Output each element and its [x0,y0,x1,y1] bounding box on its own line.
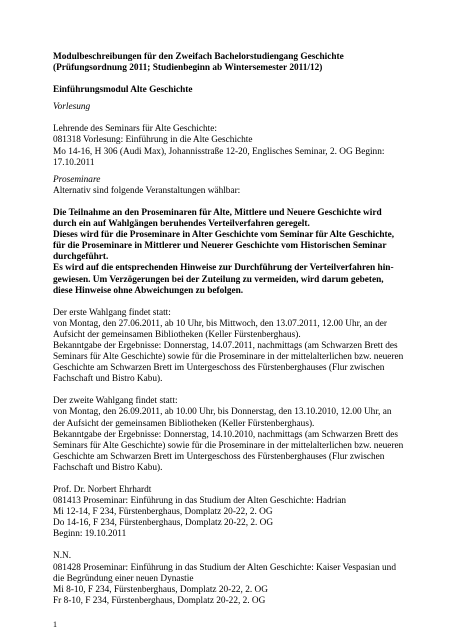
wahlgang1-line: Der erste Wahlgang findet statt: [53,307,171,318]
notice-line: Dieses wird für die Proseminare in Alter Geschichte vom Seminar für Alte Geschichte, [53,230,395,241]
notice-line: Die Teilnahme an den Proseminaren für Alte, Mittlere und Neuere Geschichte wird [53,207,382,218]
course1-teacher: Prof. Dr. Norbert Ehrhardt [53,485,152,495]
wahlgang2-line: Bekanntgabe der Ergebnisse: Donnerstag, 14.10.2010, nachmittags (am Schwarzen Brett des [53,429,399,440]
lecture-teachers: Lehrende des Seminars für Alte Geschichte: [53,124,217,135]
wahlgang2-line: Geschichte am Schwarzen Brett im Untergeschoss des Fürstenberghauses (Flur zwischen [53,451,385,462]
course1-line: Beginn: 19.10.2011 [53,529,127,540]
module-title: Einführungsmodul Alte Geschichte [53,85,193,96]
course2-line: Mi 8-10, F 234, Fürstenberghaus, Domplatz 20-22, 2. OG [53,584,268,595]
wahlgang1-line: Seminars für Alte Geschichte) sowie für die Proseminare in der mittelalterlichen bzw. neueren [53,352,404,363]
course2-line: die Begründung einer neuen Dynastie [53,573,194,584]
document-title-line-2: (Prüfungsordnung 2011; Studienbeginn ab Wintersemester 2011/12) [53,63,323,74]
wahlgang1-line: Bekanntgabe der Ergebnisse: Donnerstag, 14.07.2011, nachmittags (am Schwarzen Brett des [53,340,398,351]
notice-line: durch ein auf Wahlgängen beruhendes Verteilverfahren geregelt. [53,219,310,230]
lecture-heading: Vorlesung [53,102,91,113]
course2-line: Fr 8-10, F 234, Fürstenberghaus, Domplatz 20-22, 2. OG [53,595,266,606]
course2-line: 081428 Proseminar: Einführung in das Studium der Alten Geschichte: Kaiser Vespasian und [53,562,396,573]
document-title-line-1: Modulbeschreibungen für den Zweifach Bachelorstudiengang Geschichte [53,52,344,62]
wahlgang2-line: Seminars für Alte Geschichte) sowie für die Proseminare in der mittelalterlichen bzw. neueren [53,440,404,451]
wahlgang2-line: von Montag, den 26.09.2011, ab 10.00 Uhr, bis Donnerstag, den 13.10.2010, 12.00 Uhr, an [53,407,392,418]
course1-line: Mi 12-14, F 234, Fürstenberghaus, Domplatz 20-22, 2. OG [53,507,273,518]
proseminare-heading: Proseminare [53,174,101,185]
wahlgang1-line: Geschichte am Schwarzen Brett im Untergeschoss des Fürstenberghauses (Flur zwischen [53,363,385,374]
lecture-schedule: Mo 14-16, H 306 (Audi Max), Johannisstraße 12-20, Englisches Seminar, 2. OG Beginn: [53,146,385,157]
page-number: 1 [53,620,57,629]
course2-teacher: N.N. [53,551,72,562]
wahlgang1-line: Aufsicht der gemeinsamen Bibliotheken (Keller Fürstenberghaus). [53,329,301,340]
wahlgang1-line: von Montag, den 27.06.2011, ab 10 Uhr, bis Mittwoch, den 13.07.2011, 12.00 Uhr, an der [53,318,387,329]
wahlgang2-line: Fachschaft und Bistro Kabu). [53,462,163,473]
lecture-start-date: 17.10.2011 [53,157,95,168]
wahlgang2-line: Der zweite Wahlgang findet statt: [53,396,178,407]
wahlgang1-line: Fachschaft und Bistro Kabu). [53,374,163,385]
document-page [53,52,413,607]
notice-line: für die Proseminare in Mittlerer und Neuerer Geschichte vom Historischen Seminar [53,241,387,252]
notice-line: durchgeführt. [53,252,109,263]
lecture-course-title: 081318 Vorlesung: Einführung in die Alte Geschichte [53,135,253,146]
notice-line: diese Hinweise ohne Abweichungen zu befolgen. [53,285,244,296]
notice-line: gewiesen. Um Verzögerungen bei der Zuteilung zu vermeiden, wird darum gebeten, [53,274,384,285]
wahlgang2-line: der Aufsicht der gemeinsamen Bibliotheken (Keller Fürstenberghaus). [53,418,315,429]
notice-line: Es wird auf die entsprechenden Hinweise zur Durchführung der Verteilverfahren hin- [53,263,394,274]
course1-line: 081413 Proseminar: Einführung in das Studium der Alten Geschichte: Hadrian [53,496,347,507]
course1-line: Do 14-16, F 234, Fürstenberghaus, Domplatz 20-22, 2. OG [53,518,274,529]
proseminare-intro: Alternativ sind folgende Veranstaltungen wählbar: [53,185,241,196]
